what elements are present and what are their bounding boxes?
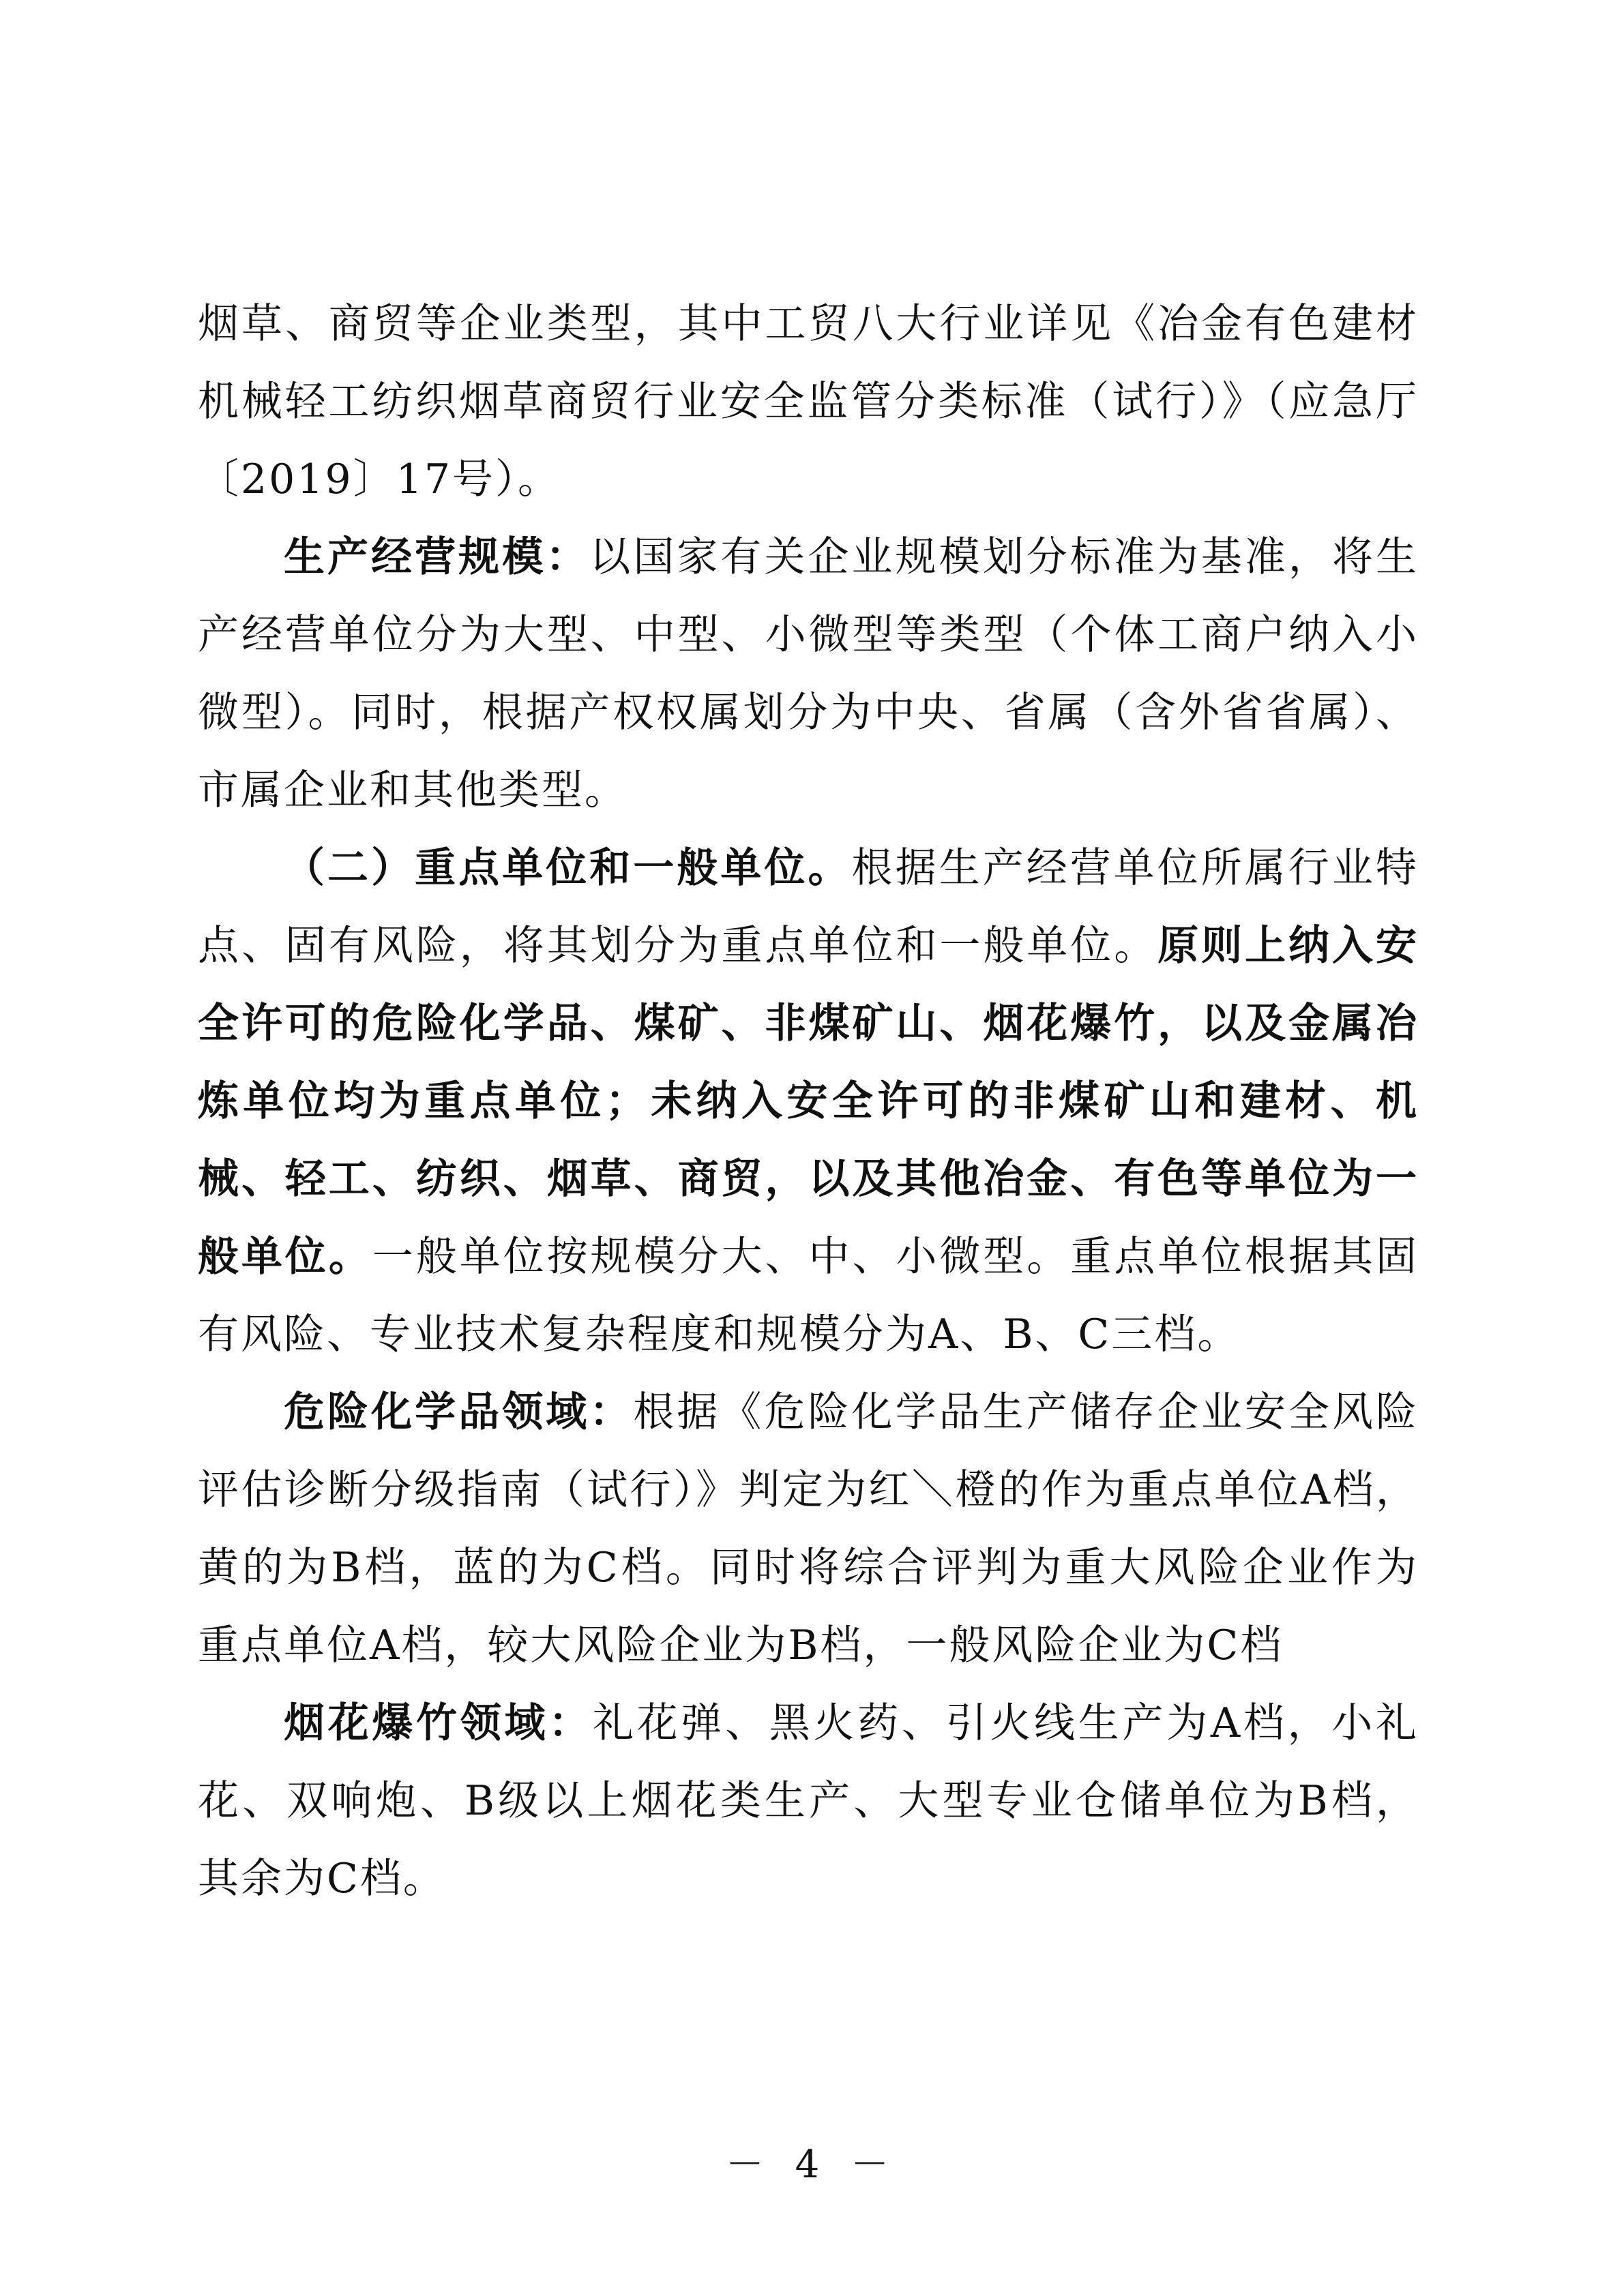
- paragraph-text: 根据《危险化学品生产储存企业安全风险评估诊断分级指南（试行）》判定为红＼橙的作为重点单位A档，黄的为B档，蓝的为C档。同时将综合评判为重大风险企业作为重点单位A档，较大风险企业为B档，一般风险企业为C档: [198, 1388, 1419, 1669]
- paragraph-text: 根据生产经营单位所属行业特点、固有风险，将其划分为重点单位和一般单位。: [198, 844, 1419, 970]
- paragraph-text: 烟草、商贸等企业类型，其中工贸八大行业详见《冶金有色建材机械轻工纺织烟草商贸行业安全监管分类标准（试行）》（应急厅〔2019〕17号）。: [198, 300, 1419, 503]
- paragraph-hazardous-chemicals: [198, 1373, 1419, 1684]
- paragraph-bold-text: 原则上纳入安全许可的危险化学品、煤矿、非煤矿山、烟花爆竹，以及金属冶炼单位均为重点单位；未纳入安全许可的非煤矿山和建材、机械、轻工、纺织、烟草、商贸，以及其他冶金、有色等单位为一般单位。: [198, 922, 1419, 1281]
- paragraph-industry-types: [198, 285, 1419, 518]
- paragraph-text: 礼花弹、黑火药、引火线生产为A档，小礼花、双响炮、B级以上烟花类生产、大型专业仓储单位为B档，其余为C档。: [198, 1699, 1419, 1903]
- paragraph-heading: 危险化学品领域：: [284, 1388, 634, 1436]
- paragraph-text: 以国家有关企业规模划分标准为基准，将生产经营单位分为大型、中型、小微型等类型（个体工商户纳入小微型）。同时，根据产权权属划分为中央、省属（含外省省属）、市属企业和其他类型。: [198, 533, 1419, 814]
- section-heading: （二）重点单位和一般单位。: [284, 844, 852, 892]
- paragraph-heading: 生产经营规模：: [284, 533, 590, 581]
- body-text: [198, 285, 1419, 1918]
- paragraph-heading: 烟花爆竹领域：: [284, 1699, 593, 1747]
- page-number: － 4 －: [725, 2143, 899, 2187]
- paragraph-fireworks: [198, 1684, 1419, 1918]
- paragraph-text: 一般单位按规模分大、中、小微型。重点单位根据其固有风险、专业技术复杂程度和规模分为A、B、C三档。: [198, 1233, 1419, 1358]
- paragraph-key-and-general-units: [198, 829, 1419, 1373]
- paragraph-production-scale: [198, 518, 1419, 829]
